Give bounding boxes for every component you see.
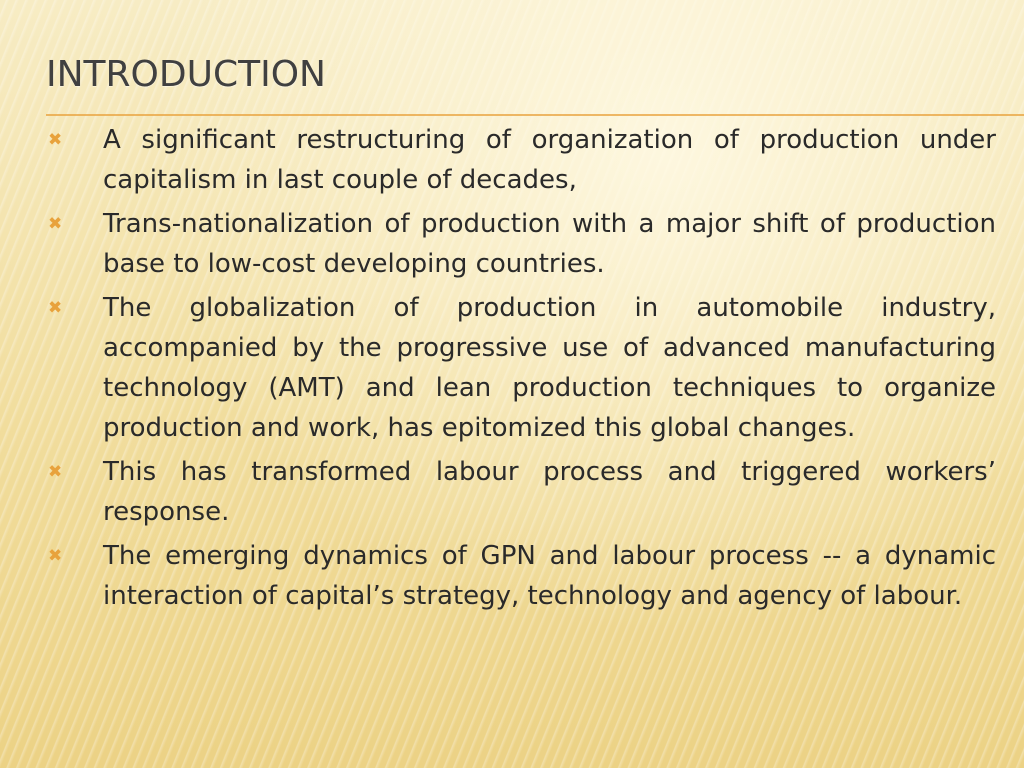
bullet-text: This has transformed labour process and triggered workers’ response. bbox=[103, 457, 996, 527]
x-mark-icon: ✖ bbox=[48, 298, 63, 318]
x-mark-icon: ✖ bbox=[48, 130, 63, 150]
bullet-item bbox=[40, 120, 996, 200]
slide-title: INTRODUCTION bbox=[46, 54, 326, 95]
bullet-list bbox=[40, 116, 996, 616]
bullet-item bbox=[40, 288, 996, 448]
bullet-item bbox=[40, 536, 996, 616]
bullet-item bbox=[40, 452, 996, 532]
bullet-text: Trans-nationalization of production with a major shift of production base to low-cost developing countries. bbox=[103, 209, 996, 279]
bullet-text: A significant restructuring of organization of production under capitalism in last couple of decades, bbox=[103, 125, 996, 195]
bullet-text: The emerging dynamics of GPN and labour process -- a dynamic interaction of capital’s strategy, technology and agency of labour. bbox=[103, 541, 996, 611]
bullet-item bbox=[40, 204, 996, 284]
bullet-text: The globalization of production in automobile industry, accompanied by the progressive use of advanced manufacturing technology (AMT) and lean production techniques to organize production and work, has epitomized this global changes. bbox=[103, 293, 996, 443]
x-mark-icon: ✖ bbox=[48, 546, 63, 566]
x-mark-icon: ✖ bbox=[48, 214, 63, 234]
x-mark-icon: ✖ bbox=[48, 462, 63, 482]
